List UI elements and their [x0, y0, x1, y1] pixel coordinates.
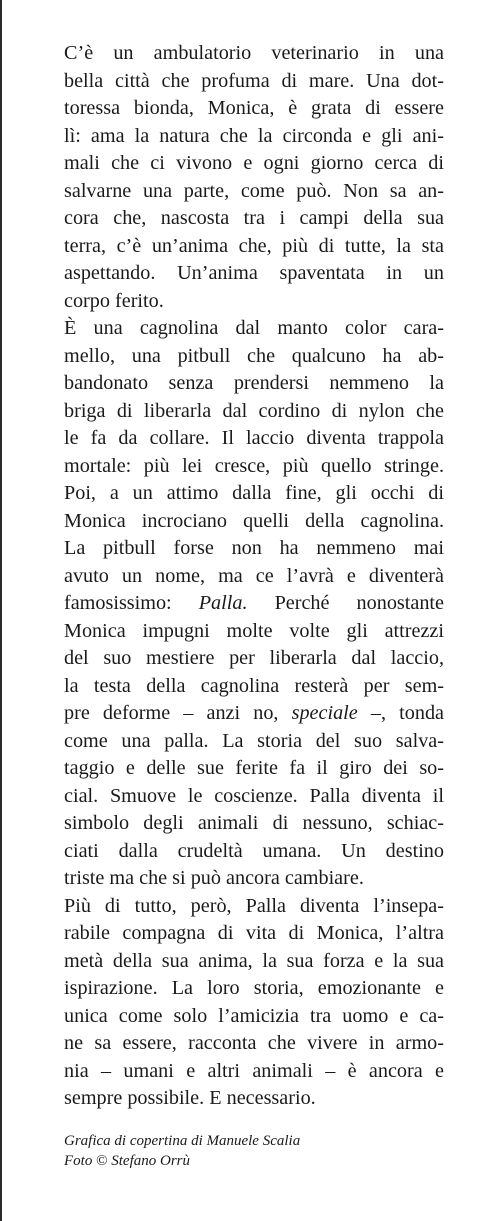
text-line: briga di liberarla dal cordino di nylon che	[64, 399, 444, 422]
text-line: metà della sua anima, la sua forza e la sua	[64, 949, 444, 972]
text-line: C’è un ambulatorio veterinario in una	[64, 42, 444, 64]
text-line: corpo ferito.	[64, 289, 164, 312]
text-line: bandonato senza prendersi nemmeno la	[64, 372, 444, 394]
text-line: le fa da collare. Il laccio diventa trappola	[64, 427, 444, 449]
text-line: salvarne una parte, come può. Non sa an-	[64, 179, 444, 202]
text-line: pre deforme – anzi no, speciale –, tonda	[64, 702, 445, 724]
text-line: terra, c’è un’anima che, più di tutte, la sta	[64, 234, 444, 257]
text-line: bella città che profuma di mare. Una dot-	[64, 69, 444, 92]
text-line: Monica impugni molte volte gli attrezzi	[64, 619, 444, 642]
text-line: Poi, a un attimo dalla fine, gli occhi di	[64, 482, 444, 504]
text-line: ciati dalla crudeltà umana. Un destino	[64, 839, 444, 862]
credits-block	[64, 1131, 444, 1171]
text-line: taggio e delle sue ferite fa il giro dei so-	[64, 757, 444, 779]
text-line: ne sa essere, racconta che vivere in armo-	[64, 1032, 444, 1054]
copyright-symbol: ©	[96, 1153, 108, 1169]
text-line: cial. Smuove le coscienze. Palla diventa il	[64, 784, 444, 807]
text-line: È una cagnolina dal manto color cara-	[64, 317, 444, 339]
text-line: lì: ama la natura che la circonda e gli ani-	[64, 124, 444, 147]
text-line: mello, una pitbull che qualcuno ha ab-	[64, 344, 444, 367]
text-line: toressa bionda, Monica, è grata di essere	[64, 97, 444, 119]
italic-word: speciale	[291, 702, 358, 724]
photo-prefix: Foto	[64, 1153, 93, 1169]
text-line: La pitbull forse non ha nemmeno mai	[64, 537, 444, 559]
cover-design-credit: Grafica di copertina di Manuele Scalia	[64, 1133, 301, 1149]
text-line: Monica incrociano quelli della cagnolina.	[64, 509, 444, 532]
text-line: simbolo degli animali di nessuno, schiac-	[64, 812, 444, 834]
text-line: unica come solo l’amicizia tra uomo e ca-	[64, 1004, 444, 1027]
photographer-name: Stefano Orrù	[111, 1153, 190, 1169]
text-line: cora che, nascosta tra i campi della sua	[64, 207, 444, 229]
text-line: nia – umani e altri animali – è ancora e	[64, 1059, 444, 1082]
text-line: la testa della cagnolina resterà per sem-	[64, 674, 444, 697]
text-line: del suo mestiere per liberarla dal laccio,	[64, 647, 444, 669]
text-line: aspettando. Un’anima spaventata in un	[64, 262, 444, 284]
text-line: mali che ci vivono e ogni giorno cerca di	[64, 152, 444, 174]
text-line: sempre possibile. E necessario.	[64, 1087, 316, 1109]
italic-word: Palla.	[198, 592, 248, 614]
text-line: famosissimo: Palla. Perché nonostante	[64, 592, 444, 614]
photo-credit	[64, 1151, 444, 1171]
text-line: ispirazione. La loro storia, emozionante e	[64, 977, 444, 999]
text-line: triste ma che si può ancora cambiare.	[64, 867, 364, 889]
text-line: come una palla. La storia del suo salva-	[64, 729, 444, 752]
text-line: avuto un nome, ma ce l’avrà e diventerà	[64, 564, 444, 587]
text-line: rabile compagna di vita di Monica, l’altra	[64, 922, 444, 944]
synopsis-text	[64, 40, 444, 1113]
text-line: Più di tutto, però, Palla diventa l’insepa-	[64, 894, 444, 917]
text-line: mortale: più lei cresce, più quello stringe.	[64, 454, 444, 477]
